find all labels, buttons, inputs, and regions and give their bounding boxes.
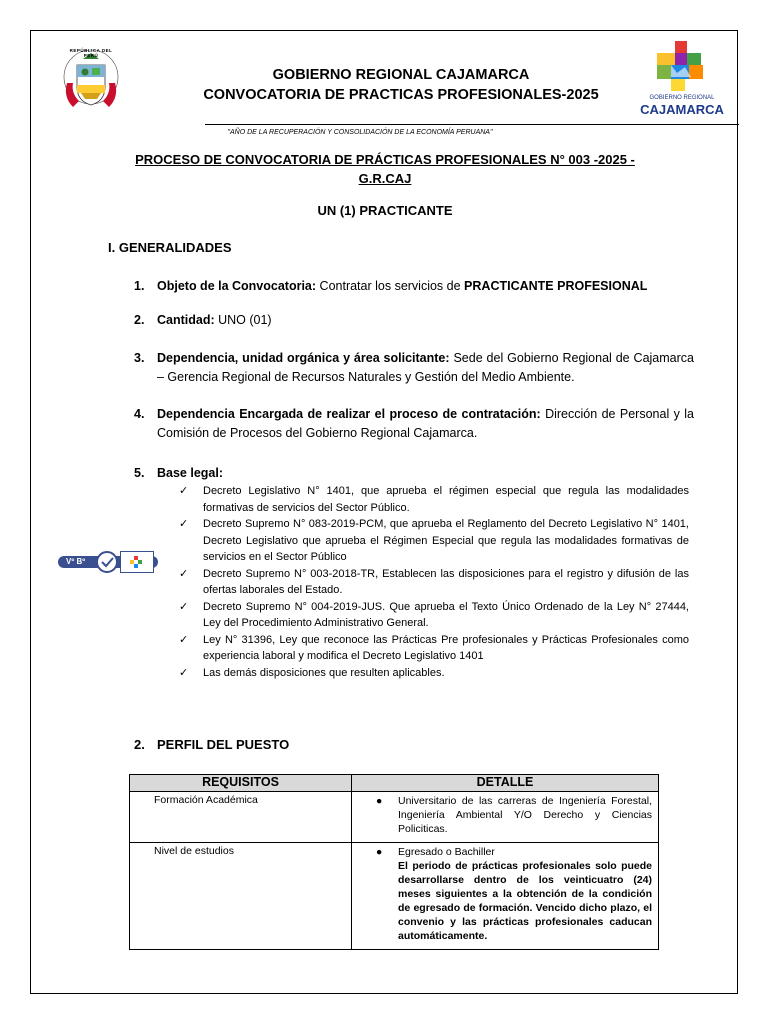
detail-cell [352, 792, 659, 843]
item-body-bold: PRACTICANTE PROFESIONAL [464, 279, 648, 293]
legal-item [179, 632, 689, 665]
item-number: 2. [134, 313, 145, 327]
item-text [157, 464, 694, 483]
legal-item [179, 516, 689, 566]
bullet-icon: ● [376, 795, 383, 807]
table-row [130, 792, 659, 843]
legal-item [179, 566, 689, 599]
logo-caption-small: GOBIERNO REGIONAL [649, 95, 715, 101]
checkmark-icon: ✓ [179, 518, 189, 530]
year-motto: "AÑO DE LA RECUPERACIÓN Y CONSOLIDACIÓN DE LA ECONOMÍA PERUANA" [227, 129, 493, 136]
item-body: Dirección de Personal y la Comisión de Procesos del Gobierno Regional Cajamarca. [157, 407, 694, 440]
item-label: Base legal: [157, 466, 224, 480]
detail-note: El periodo de prácticas profesionales solo puede desarrollarse dentro de los veinticuatro (24) meses siguientes a la obtención de la condición de egresado de formación. Vencido dicho plazo, el convenio y las prácticas profesionales caducan automáticamente. [398, 860, 652, 942]
section-generalidades-heading: I. GENERALIDADES [108, 240, 232, 255]
column-header-requisitos: REQUISITOS [130, 775, 352, 792]
process-subtitle: UN (1) PRACTICANTE [317, 203, 453, 218]
item-text [157, 349, 694, 387]
item-text [157, 405, 694, 443]
legal-item-text: Ley N° 31396, Ley que reconoce las Prácticas Pre profesionales y Prácticas Profesionales como experiencia laboral y modifica el Decreto Legislativo 1401 [203, 633, 689, 662]
signature-logo-icon [120, 551, 154, 573]
section-perfil-heading: PERFIL DEL PUESTO [157, 737, 290, 752]
header-divider [205, 124, 739, 125]
checkmark-icon: ✓ [179, 600, 189, 613]
checkmark-icon: ✓ [179, 633, 189, 646]
item-text [157, 277, 694, 296]
approval-stamp [58, 551, 196, 573]
item-label: Cantidad: [157, 313, 215, 327]
stamp-text: Vº Bº [66, 557, 86, 566]
item-number: 3. [134, 351, 145, 365]
detail-cell [352, 843, 659, 950]
item-body: UNO (01) [214, 313, 272, 327]
requirement-cell: Formación Académica [130, 792, 352, 843]
detail-item [358, 845, 652, 859]
legal-item-text: Las demás disposiciones que resulten aplicables. [203, 666, 445, 679]
legal-item [179, 483, 689, 516]
table-row [130, 843, 659, 950]
item-label: Dependencia Encargada de realizar el proceso de contratación: [157, 407, 541, 421]
detail-text: Universitario de las carreras de Ingeniería Forestal, Ingeniería Ambiental Y/O Derecho y Ciencias Policiticas. [398, 795, 652, 835]
item-text [157, 311, 694, 330]
legal-basis-list [179, 483, 689, 681]
item-label: Objeto de la Convocatoria: [157, 279, 317, 293]
gobierno-regional-cajamarca-logo [635, 39, 729, 117]
detail-text: Egresado o Bachiller [398, 846, 495, 858]
process-title-code: G.R.CAJ [358, 171, 412, 186]
legal-item-text: Decreto Supremo N° 083-2019-PCM, que aprueba el Reglamento del Decreto Legislativo N° 1401, Decreto Legislativo que aprueba el Régimen Especial que regula las modalidades formativas de servicios en el Sector Público [203, 518, 689, 563]
item-body: Contratar los servicios de [316, 279, 465, 293]
header-subtitle: CONVOCATORIA DE PRACTICAS PROFESIONALES-2025 [203, 87, 599, 103]
bullet-icon: ● [376, 846, 383, 858]
section-perfil-number: 2. [134, 737, 145, 752]
header-title: GOBIERNO REGIONAL CAJAMARCA [272, 67, 530, 83]
document-page [30, 30, 738, 994]
logo-caption-big: CAJAMARCA [640, 102, 724, 117]
item-number: 4. [134, 407, 145, 421]
item-number: 5. [134, 466, 145, 480]
requirements-table [129, 774, 659, 950]
requirement-cell: Nivel de estudios [130, 843, 352, 950]
checkmark-icon: ✓ [179, 567, 189, 580]
checkmark-icon: ✓ [179, 485, 189, 497]
table-header-row [130, 775, 659, 792]
legal-item-text: Decreto Legislativo N° 1401, que aprueba el régimen especial que regula las modalidades formativas de servicios del Sector Público. [203, 485, 689, 514]
item-body: Sede del Gobierno Regional de Cajamarca – Gerencia Regional de Recursos Naturales y Gestión del Medio Ambiente. [157, 351, 694, 384]
coat-of-arms-caption: REPÚBLICA DEL PERÚ [69, 48, 113, 58]
detail-item [358, 794, 652, 836]
legal-item-text: Decreto Supremo N° 003-2018-TR, Establecen las disposiciones para el registro y difusión de las ofertas laborales del Estado. [203, 567, 689, 596]
column-header-detalle: DETALLE [352, 775, 659, 792]
legal-item [179, 665, 689, 682]
legal-item [179, 599, 689, 632]
legal-item-text: Decreto Supremo N° 004-2019-JUS. Que aprueba el Texto Único Ordenado de la Ley N° 27444, Ley del Procedimiento Administrativo General. [203, 600, 689, 629]
peru-coat-of-arms-logo [59, 47, 123, 115]
check-circle-icon [96, 551, 118, 573]
process-title: PROCESO DE CONVOCATORIA DE PRÁCTICAS PROFESIONALES N° 003 -2025 - [135, 152, 635, 167]
item-number: 1. [134, 279, 145, 293]
item-label: Dependencia, unidad orgánica y área solicitante: [157, 351, 450, 365]
checkmark-icon: ✓ [179, 666, 189, 679]
